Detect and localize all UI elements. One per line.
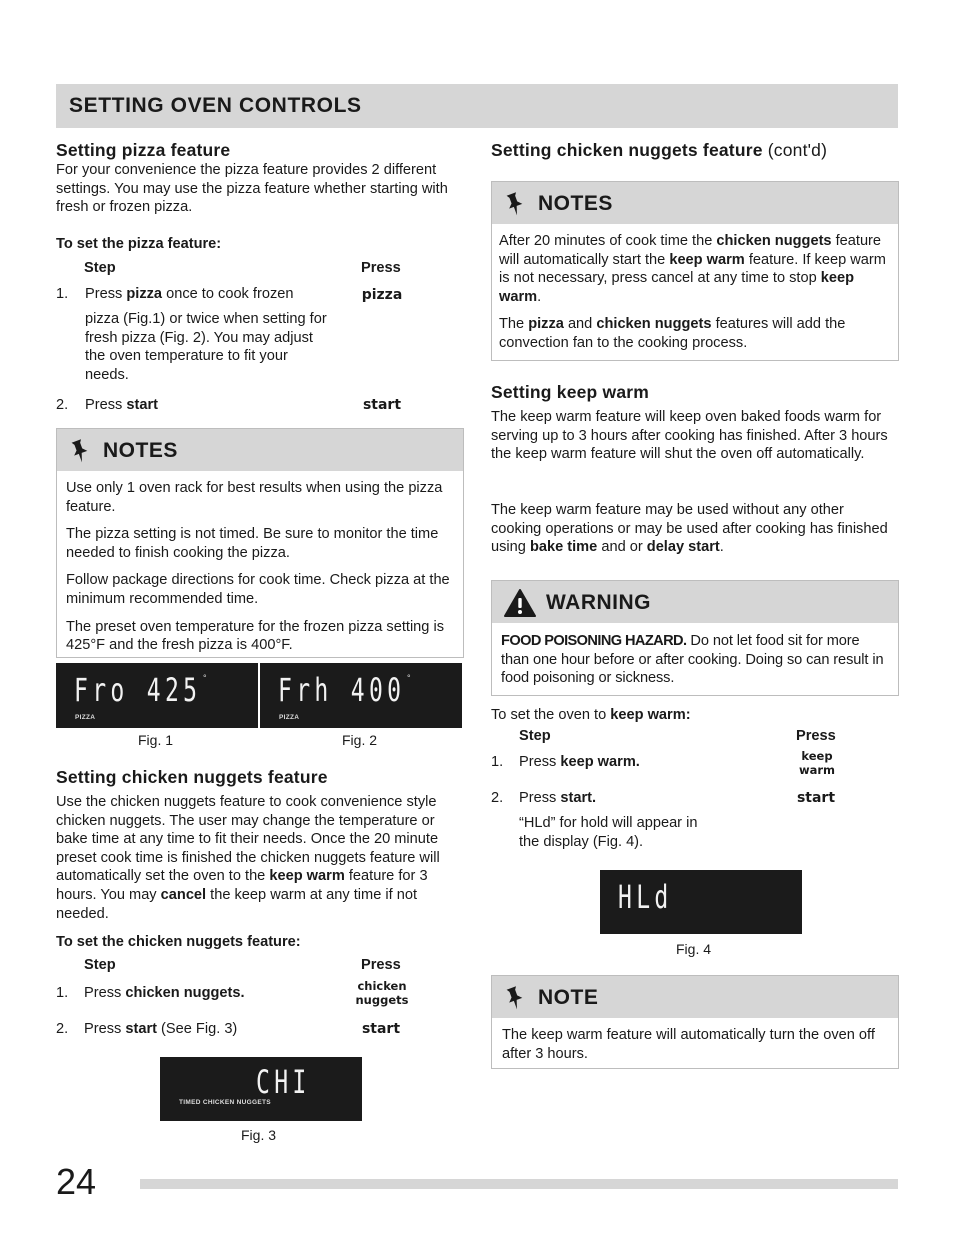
keepwarm-step2-num: 2. (491, 790, 504, 806)
start-key-label: start (796, 790, 836, 806)
pizza-step1-num: 1. (56, 286, 69, 302)
pushpin-icon (505, 985, 527, 1011)
keepwarm-col-press: Press (796, 728, 836, 744)
nuggets-step1-text: Press chicken nuggets. (84, 985, 245, 1001)
warning-triangle-icon (503, 588, 537, 618)
keepwarm-step2-text: Press start. (519, 790, 597, 806)
note-item: Follow package directions for cook time. Check pizza at the minimum recommended time. (66, 572, 450, 607)
fig1-caption: Fig. 1 (138, 732, 174, 748)
pizza-step2-num: 2. (56, 397, 69, 413)
nuggets-notes-box (491, 181, 899, 361)
notes-header (492, 182, 898, 224)
note-item: The pizza and chicken nuggets features will add the convection fan to the cooking process. (499, 316, 846, 351)
pushpin-icon (70, 438, 92, 464)
degree-symbol: ° (203, 673, 207, 683)
note-item: Use only 1 oven rack for best results when using the pizza feature. (66, 480, 443, 515)
fig4-caption: Fig. 4 (676, 941, 712, 957)
display-mode-label: PIZZA (279, 714, 300, 721)
keep-warm-key-label: keep warm (798, 749, 836, 777)
pushpin-icon (505, 191, 527, 217)
warning-box (491, 580, 899, 696)
pizza-notes-box (56, 428, 464, 658)
keepwarm-note-box (491, 975, 899, 1069)
nuggets-step2-text: Press start (See Fig. 3) (84, 1021, 238, 1037)
nuggets-contd-heading: Setting chicken nuggets feature (cont'd) (491, 140, 828, 160)
pizza-col-press: Press (361, 260, 401, 276)
note-title: NOTE (538, 986, 599, 1009)
nuggets-step2-num: 2. (56, 1021, 69, 1037)
nuggets-to-set: To set the chicken nuggets feature: (56, 934, 301, 950)
note-item: After 20 minutes of cook time the chicken nuggets feature will automatically start the keep warm feature. If keep warm is not necessary, press cancel at any time to stop keep warm. (499, 233, 886, 305)
pizza-step1-text: Press pizza once to cook frozen (85, 286, 294, 302)
keepwarm-step1-num: 1. (491, 754, 504, 770)
display-readout: HLd (618, 878, 673, 916)
note-item: The keep warm feature will automatically turn the oven off after 3 hours. (502, 1027, 875, 1062)
keepwarm-to-set: To set the oven to keep warm: (491, 707, 691, 723)
footer-bar (140, 1179, 898, 1189)
pizza-to-set: To set the pizza feature: (56, 236, 222, 252)
pizza-step1-cont: pizza (Fig.1) or twice when setting for fresh pizza (Fig. 2). You may adjust the oven temperature to fit your needs. (85, 311, 327, 383)
keepwarm-step2-cont: “HLd” for hold will appear in the display (Fig. 4). (519, 815, 698, 850)
fig3-caption: Fig. 3 (241, 1127, 277, 1143)
warning-title: WARNING (546, 591, 651, 614)
pizza-key-label: pizza (361, 287, 403, 303)
notes-title: NOTES (103, 439, 178, 462)
oven-display-fig1 (56, 663, 258, 728)
note-item: The pizza setting is not timed. Be sure to monitor the time needed to finish cooking the pizza. (66, 526, 439, 561)
pizza-intro: For your convenience the pizza feature provides 2 different settings. You may use the pizza feature whether starting with fresh or frozen pizza. (56, 162, 448, 216)
page-number: 24 (56, 1161, 97, 1202)
notes-header (57, 429, 463, 471)
display-readout: Frh 400 (278, 671, 406, 709)
note-header (492, 976, 898, 1018)
keepwarm-col-step: Step (519, 728, 551, 744)
pizza-step2-text: Press start (85, 397, 158, 413)
pizza-col-step: Step (84, 260, 116, 276)
display-mode-label: PIZZA (75, 714, 96, 721)
note-item: The preset oven temperature for the frozen pizza setting is 425°F and the fresh pizza is 400°F. (66, 618, 445, 654)
nuggets-col-press: Press (361, 957, 401, 973)
nuggets-step1-num: 1. (56, 985, 69, 1001)
degree-symbol: ° (407, 673, 411, 683)
nuggets-intro: Use the chicken nuggets feature to cook convenience style chicken nuggets. The user may change the temperature or bake time at any time to fit their needs. Once the 20 minute preset cook time is finished the chicken nuggets feature will automatically set the oven to the keep warm feature for 3 hours. You may cancel the keep warm at any time if not needed. (56, 794, 440, 922)
keepwarm-step1-text: Press keep warm. (519, 754, 640, 770)
oven-display-fig3 (160, 1057, 362, 1121)
notes-title: NOTES (538, 192, 613, 215)
nuggets-col-step: Step (84, 957, 116, 973)
oven-display-fig4 (600, 870, 802, 934)
oven-display-fig2 (260, 663, 462, 728)
start-key-label: start (362, 397, 402, 413)
page-title: SETTING OVEN CONTROLS (69, 94, 362, 117)
display-readout: CHI (256, 1063, 311, 1101)
start-key-label: start (361, 1021, 401, 1037)
fig2-caption: Fig. 2 (342, 732, 378, 748)
display-readout: Fro 425 (74, 671, 202, 709)
keepwarm-p2: The keep warm feature may be used without any other cooking operations or may be used after cooking has finished using bake time and or delay start. (491, 502, 888, 556)
pizza-heading: Setting pizza feature (56, 140, 231, 160)
keepwarm-heading: Setting keep warm (491, 382, 650, 402)
warning-text: FOOD POISONING HAZARD. Do not let food sit for more than one hour before or after cooking. Doing so can result in food poisoning or sickness. (501, 633, 884, 687)
display-mode-label: TIMED CHICKEN NUGGETS (179, 1099, 271, 1106)
warning-header (492, 581, 898, 623)
keepwarm-p1: The keep warm feature will keep oven baked foods warm for serving up to 3 hours after cooking has finished. After 3 hours the keep warm feature will shut the oven off automatically. (491, 409, 888, 463)
nuggets-heading: Setting chicken nuggets feature (56, 767, 328, 787)
chicken-nuggets-key-label: chicken nuggets (355, 979, 409, 1007)
